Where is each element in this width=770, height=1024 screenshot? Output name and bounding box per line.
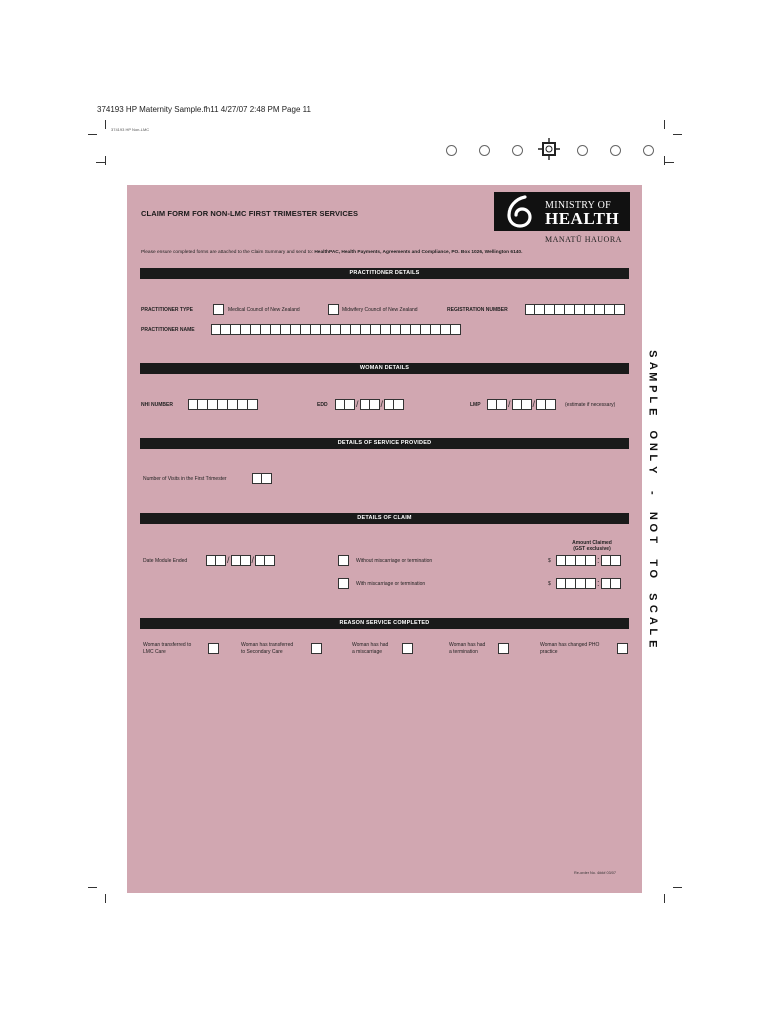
crop-mark (88, 134, 97, 135)
midwifery-council-label: Midwifery Council of New Zealand (342, 307, 418, 313)
amount-claimed-heading-line1: Amount Claimed (572, 540, 612, 546)
registration-circle-icon (577, 145, 588, 156)
watermark-letter: T (646, 559, 659, 566)
file-slug-small-text: 374193 HP Non-LMC (111, 127, 150, 132)
practitioner-name-label: PRACTITIONER NAME (141, 327, 195, 333)
crop-mark (673, 134, 682, 135)
registration-number-label: REGISTRATION NUMBER (447, 307, 508, 313)
section-service-provided: DETAILS OF SERVICE PROVIDED (140, 438, 629, 449)
reason-miscarriage-line2: a miscarriage (352, 649, 383, 656)
registration-circle-icon (446, 145, 457, 156)
ministry-of-health-logo (494, 192, 630, 231)
crop-mark (96, 162, 105, 163)
reason-termination-label (449, 642, 485, 657)
form-title: CLAIM FORM FOR NON-LMC FIRST TRIMESTER SERVICES (141, 209, 359, 218)
reason-secondary-care-checkbox[interactable] (311, 643, 322, 654)
amount-without-miscarriage-field[interactable] (556, 555, 621, 566)
currency-symbol: $ (548, 558, 551, 564)
watermark-letter: M (646, 372, 659, 382)
practitioner-name-field[interactable] (211, 324, 461, 335)
date-module-ended-field[interactable]: / / (206, 555, 275, 566)
reason-pho-change-label (540, 642, 599, 657)
watermark-letter: L (646, 396, 659, 404)
section-woman-details: WOMAN DETAILS (140, 363, 629, 374)
reorder-number: Re-order No. 4### 03/07 (574, 871, 617, 875)
reason-secondary-care-line1: Woman has transferred (241, 642, 294, 648)
edd-label: EDD (317, 402, 328, 408)
reason-miscarriage-line1: Woman has had (352, 642, 389, 648)
watermark-letter: O (646, 569, 659, 579)
lmp-date-field[interactable]: / / (487, 399, 556, 410)
reason-termination-line1: Woman has had (449, 642, 486, 648)
reason-miscarriage-label (352, 642, 388, 657)
nhi-number-label: NHI NUMBER (141, 402, 173, 408)
date-module-ended-label: Date Module Ended (143, 558, 188, 564)
reason-pho-change-checkbox[interactable] (617, 643, 628, 654)
watermark-letter: C (646, 604, 659, 613)
registration-circle-icon (512, 145, 523, 156)
lmp-label: LMP (470, 402, 481, 408)
nhi-number-field[interactable] (188, 399, 258, 410)
reason-miscarriage-checkbox[interactable] (402, 643, 413, 654)
crop-mark (105, 156, 106, 165)
watermark-letter: E (646, 639, 659, 648)
crop-mark (665, 162, 674, 163)
visits-field[interactable] (252, 473, 272, 484)
practitioner-type-label: PRACTITIONER TYPE (141, 307, 193, 313)
crop-mark (664, 120, 665, 129)
registration-circle-icon (479, 145, 490, 156)
section-details-of-claim: DETAILS OF CLAIM (140, 513, 629, 524)
watermark-letter: L (646, 628, 659, 636)
watermark-letter: S (646, 593, 659, 601)
with-miscarriage-checkbox[interactable] (338, 578, 349, 589)
reason-lmc-transfer-checkbox[interactable] (208, 643, 219, 654)
reason-lmc-transfer-line1: Woman transferred to (143, 642, 192, 648)
koru-icon (501, 195, 541, 229)
amount-claimed-heading (567, 540, 617, 552)
watermark-letter: T (646, 535, 659, 543)
lmp-estimate-note: (estimate if necessary) (565, 402, 616, 408)
watermark-letter: A (646, 616, 659, 625)
currency-symbol: $ (548, 581, 551, 587)
decimal-colon: : (597, 578, 600, 588)
amount-claimed-heading-line2: (GST exclusive) (573, 546, 611, 552)
instructions-address: HealthPAC, Health Payments, Agreements and Compliance, PO. Box 1026, Wellington 6140. (314, 250, 523, 255)
crop-mark (105, 120, 106, 129)
visits-label: Number of Visits in the First Trimester (143, 476, 227, 482)
reason-pho-change-line2: practice (540, 649, 558, 656)
reason-pho-change-line1: Woman has changed PHO (540, 642, 600, 648)
watermark-letter: Y (646, 466, 659, 474)
decimal-colon: : (597, 555, 600, 565)
midwifery-council-checkbox[interactable] (328, 304, 339, 315)
crop-mark (88, 887, 97, 888)
without-miscarriage-checkbox[interactable] (338, 555, 349, 566)
watermark-letter: N (646, 512, 659, 521)
claim-form (127, 185, 642, 893)
with-miscarriage-label: With miscarriage or termination (356, 581, 426, 587)
file-slug-text: 374193 HP Maternity Sample.fh11 4/27/07 2:48 PM Page 11 (97, 105, 311, 114)
reason-lmc-transfer-line2: LMC Care (143, 649, 166, 656)
without-miscarriage-label: Without miscarriage or termination (356, 558, 433, 564)
crop-mark (105, 894, 106, 903)
crop-mark (664, 894, 665, 903)
section-practitioner-details: PRACTITIONER DETAILS (140, 268, 629, 279)
watermark-letter: P (646, 384, 659, 393)
submission-instructions (141, 250, 522, 255)
registration-target-icon (538, 138, 560, 160)
watermark-letter: L (646, 454, 659, 462)
watermark-letter: N (646, 442, 659, 451)
registration-circle-icon (643, 145, 654, 156)
logo-maori-text: MANATŪ HAUORA (545, 235, 622, 244)
watermark-letter: E (646, 408, 659, 416)
medical-council-checkbox[interactable] (213, 304, 224, 315)
watermark-letter: - (646, 491, 659, 495)
logo-text-line2: HEALTH (545, 209, 620, 228)
watermark-letter: O (646, 523, 659, 532)
watermark-letter: O (646, 430, 659, 440)
reason-secondary-care-label (241, 642, 293, 657)
reason-termination-line2: a termination (449, 649, 478, 656)
crop-mark (673, 887, 682, 888)
instructions-text: Please ensure completed forms are attached to the Claim Summary and send to: (141, 250, 315, 255)
reason-termination-checkbox[interactable] (498, 643, 509, 654)
reason-secondary-care-line2: to Secondary Care (241, 649, 283, 656)
medical-council-label: Medical Council of New Zealand (228, 307, 300, 313)
section-reason-completed: REASON SERVICE COMPLETED (140, 618, 629, 629)
amount-with-miscarriage-field[interactable] (556, 578, 621, 589)
watermark-letter: A (646, 361, 659, 370)
registration-circle-icon (610, 145, 621, 156)
sample-only-watermark (645, 348, 659, 649)
registration-number-field[interactable] (525, 304, 625, 315)
edd-date-field[interactable]: / / (335, 399, 404, 410)
watermark-letter: S (646, 350, 659, 358)
reason-lmc-transfer-label (143, 642, 191, 657)
logo-text-line1: MINISTRY OF (545, 200, 611, 211)
crop-mark (664, 156, 665, 165)
